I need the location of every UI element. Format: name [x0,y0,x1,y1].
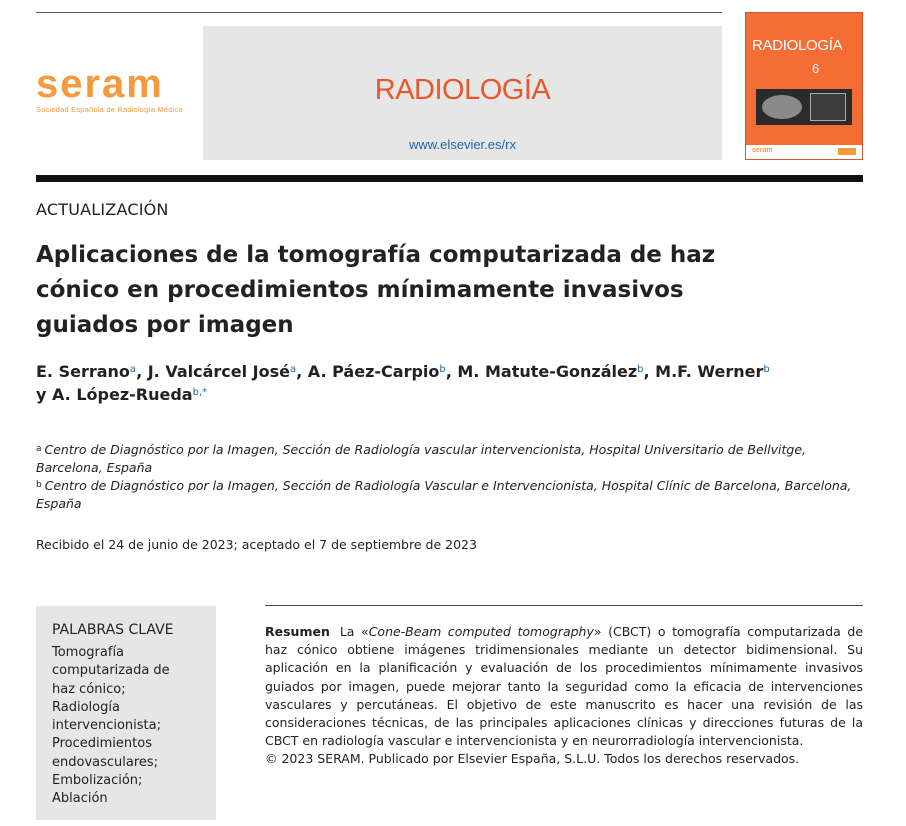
author-list [36,360,866,406]
logo-subtitle: Sociedad Española de Radiología Médica [36,105,183,114]
abstract-label: Resumen [265,624,330,639]
affiliation-link[interactable]: b,* [192,387,208,398]
author-name: M.F. Werner [655,362,764,381]
title-line: cónico en procedimientos mínimamente invasivos [36,277,684,303]
author-name: A. López-Rueda [52,385,193,404]
abstract [265,623,863,769]
affiliation-mark: b [36,480,42,490]
author-name: A. Páez-Carpio [307,362,440,381]
journal-cover-image [745,12,863,160]
abstract-rule [265,605,863,606]
top-rule [36,12,722,13]
keyword-line: Tomografía [52,645,125,660]
author-name: J. Valcárcel José [147,362,290,381]
keyword-line: computarizada de [52,663,170,679]
affiliation-link[interactable]: b [439,364,446,375]
affiliation-link[interactable]: a [129,364,137,375]
header-divider [36,175,863,182]
authors-line-1: E. Serrano$^a$, J. Valcárcel José$^a$, A. Páez-Carpio$^b$, M. Matute-González$^b$, M.F. Werner$^b$ [36,362,770,381]
abstract-pre: La « [339,624,369,639]
title-line: Aplicaciones de la tomografía computarizada de haz [36,242,716,268]
author-name: E. Serrano [36,362,130,381]
cover-title: RADIOLOGÍA [752,37,843,54]
affiliations [36,441,866,513]
journal-title: RADIOLOGÍA [374,74,551,106]
keyword-line: Ablación [52,791,108,807]
affiliation-text: Centro de Diagnóstico por la Imagen, Sección de Radiología Vascular e Intervencionista, Hospital Clínic de Barcelona, Barcelona, España [36,478,852,511]
authors-line-2: y A. López-Rueda$^{b,*}$ [36,385,208,404]
keyword-line: Radiología [52,699,120,715]
affiliation-link[interactable]: a [290,364,297,375]
keyword-line: Procedimientos [52,736,152,752]
affiliation-text: Centro de Diagnóstico por la Imagen, Sección de Radiología vascular intervencionista, Hospital Universitario de Bellvitge, Barcelona, España [36,442,806,475]
title-line: guiados por imagen [36,312,294,338]
keywords-title: PALABRAS CLAVE [52,622,174,638]
author-name: M. Matute-González [457,362,638,381]
affiliation-item [36,477,866,513]
logo-word: seram [36,62,164,106]
cover-ct-scan-left [762,95,802,119]
affiliation-item [36,441,866,477]
article-title [36,238,756,343]
affiliation-mark: a [36,444,42,454]
cover-issue-number: 6 [812,61,820,76]
cover-elsevier-logo [838,148,856,155]
journal-url-link[interactable]: www.elsevier.es/rx [409,137,516,152]
keyword-line: Embolización; [52,773,143,789]
affiliation-link[interactable]: b [637,364,644,375]
keyword-line: intervencionista; [52,718,162,734]
cover-ct-image [756,89,852,125]
keywords-box [36,606,216,820]
abstract-italic-term: Cone-Beam computed tomography [368,624,594,639]
journal-banner [203,26,722,160]
received-dates: Recibido el 24 de junio de 2023; aceptado el 7 de septiembre de 2023 [36,537,477,552]
seram-logo [36,64,186,124]
affiliation-link[interactable]: b [763,364,770,375]
section-label: ACTUALIZACIÓN [36,200,169,219]
copyright-notice: © 2023 SERAM. Publicado por Elsevier España, S.L.U. Todos los derechos reservados. [265,751,800,767]
keywords-list [52,644,212,809]
abstract-body: » (CBCT) o tomografía computarizada de haz cónico obtiene imágenes tridimensionales mediante un detector bidimensional. Su aplicación en la planificación y evaluación de los procedimientos mínimamente invasivos guiados por imagen, puede mejorar tanto la seguridad como la eficacia de intervenciones vasculares y percutáneas. El objetivo de este manuscrito es hacer una revisión de las consideraciones técnicas, de las principales aplicaciones clínicas y direcciones futuras de la CBCT en radiología vascular e intervencionista y en neurorradiología intervencionista. [265,624,864,749]
cover-seram-logo: seram [752,147,773,154]
keyword-line: endovasculares; [52,754,159,770]
keyword-line: haz cónico; [52,681,126,697]
cover-ct-scan-right [810,93,846,121]
